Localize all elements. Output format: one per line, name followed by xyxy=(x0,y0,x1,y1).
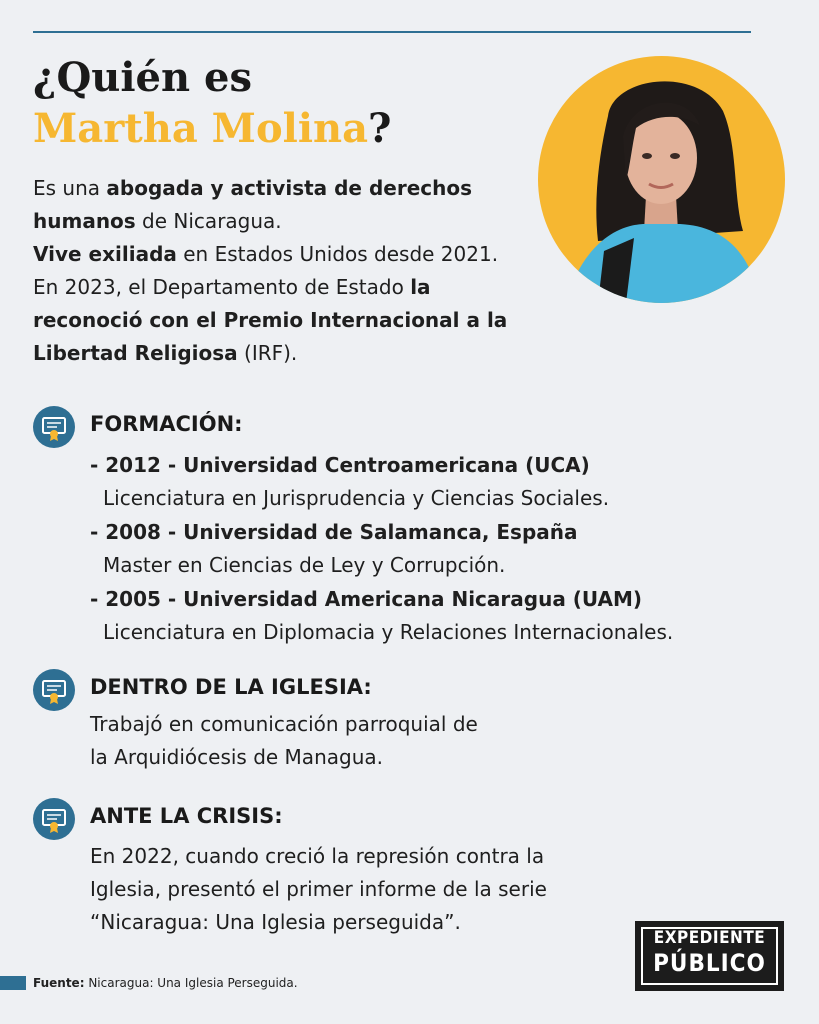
portrait-photo xyxy=(538,56,785,303)
education-item-detail: Licenciatura en Diplomacia y Relaciones Internacionales. xyxy=(103,620,674,644)
body-line: la Arquidiócesis de Managua. xyxy=(90,745,383,769)
intro-p1-post: de Nicaragua. xyxy=(135,209,282,233)
education-item-title: - 2005 - Universidad Americana Nicaragua (UAM) xyxy=(90,587,643,611)
intro-text xyxy=(33,172,533,370)
diploma-icon xyxy=(33,406,75,448)
portrait-illustration xyxy=(538,56,785,303)
brand-logo xyxy=(635,921,784,991)
page-title xyxy=(33,52,391,154)
education-item xyxy=(90,449,609,515)
section-body-iglesia xyxy=(90,708,478,774)
section-heading-iglesia: DENTRO DE LA IGLESIA: xyxy=(90,675,372,699)
title-prefix: ¿Quién es xyxy=(33,54,252,101)
top-divider xyxy=(33,31,751,33)
section-heading-crisis: ANTE LA CRISIS: xyxy=(90,804,283,828)
source-accent-bar xyxy=(0,976,26,990)
logo-line-1: EXPEDIENTE xyxy=(653,928,766,948)
title-suffix: ? xyxy=(368,105,392,152)
intro-p3-bold: la reconoció con el Premio Internacional a la Libertad Religiosa xyxy=(33,275,508,365)
education-item-detail: Licenciatura en Jurisprudencia y Ciencias Sociales. xyxy=(103,486,610,510)
education-item-title: - 2008 - Universidad de Salamanca, España xyxy=(90,520,578,544)
body-line: “Nicaragua: Una Iglesia perseguida”. xyxy=(90,910,461,934)
body-line: Iglesia, presentó el primer informe de la serie xyxy=(90,877,547,901)
intro-paragraph-1 xyxy=(33,172,533,238)
intro-p3-post: (IRF). xyxy=(237,341,298,365)
title-name: Martha Molina xyxy=(33,105,369,152)
source-value: Nicaragua: Una Iglesia Perseguida. xyxy=(84,976,298,990)
education-item-title: - 2012 - Universidad Centroamericana (UCA) xyxy=(90,453,590,477)
intro-p3-pre: En 2023, el Departamento de Estado xyxy=(33,275,411,299)
intro-p2-post: en Estados Unidos desde 2021. xyxy=(176,242,499,266)
intro-paragraph-2 xyxy=(33,238,533,271)
intro-paragraph-3 xyxy=(33,271,533,370)
source-text xyxy=(33,974,298,992)
intro-p1-bold: abogada y activista de derechos humanos xyxy=(33,176,473,233)
diploma-icon xyxy=(33,669,75,711)
body-line: En 2022, cuando creció la represión contra la xyxy=(90,844,545,868)
diploma-icon xyxy=(33,798,75,840)
body-line: Trabajó en comunicación parroquial de xyxy=(90,712,478,736)
education-item xyxy=(90,583,673,649)
source-label: Fuente: xyxy=(33,976,85,990)
education-item xyxy=(90,516,578,582)
section-heading-formacion: FORMACIÓN: xyxy=(90,412,243,436)
section-body-crisis xyxy=(90,840,547,939)
intro-p2-bold: Vive exiliada xyxy=(33,242,177,266)
intro-p1-pre: Es una xyxy=(33,176,107,200)
education-item-detail: Master en Ciencias de Ley y Corrupción. xyxy=(103,553,506,577)
logo-line-2: PÚBLICO xyxy=(653,949,766,977)
